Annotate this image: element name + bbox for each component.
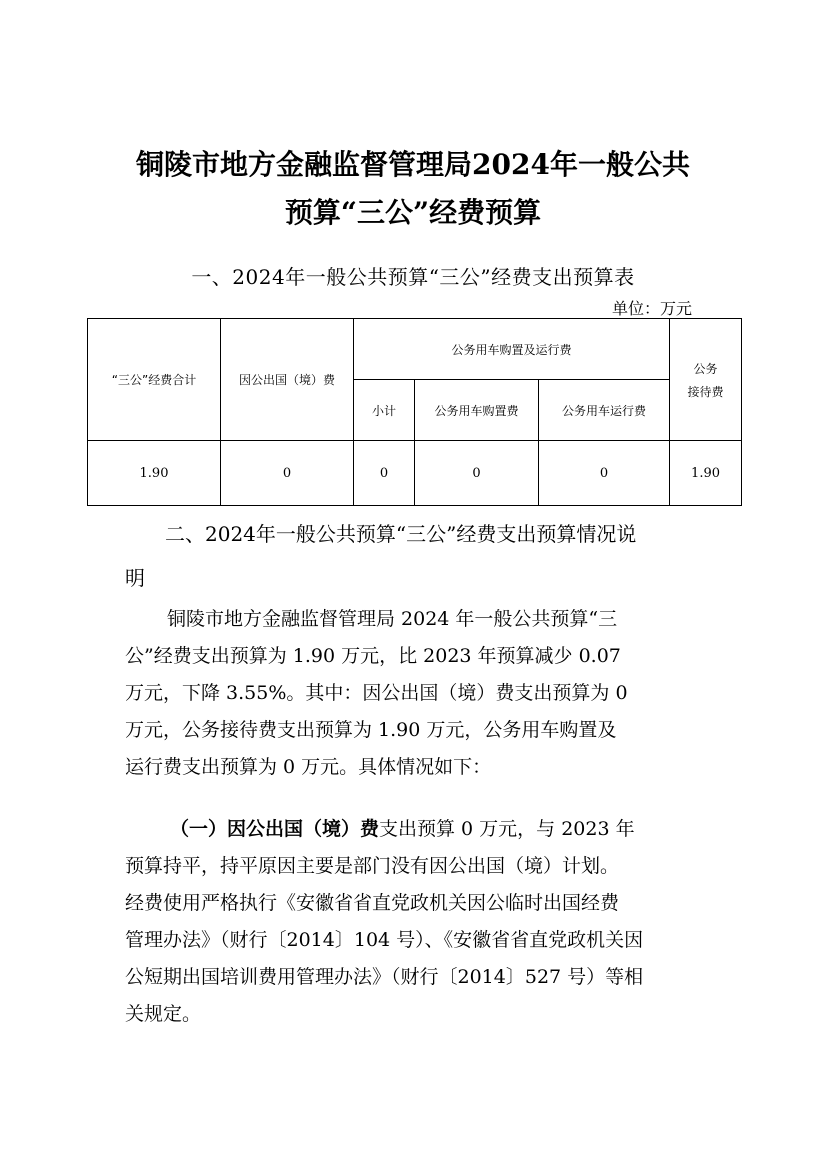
document-title-line2: 预算“三公”经费预算 bbox=[284, 196, 542, 229]
para2-line5: 公短期出国培训费用管理办法》（财行〔2014〕527 号）等相 bbox=[125, 966, 644, 988]
header-overseas: 因公出国（境）费 bbox=[221, 319, 354, 441]
header-vehicle-group: 公务用车购置及运行费 bbox=[354, 319, 670, 380]
para1-line5: 运行费支出预算为 0 万元。具体情况如下： bbox=[125, 756, 492, 778]
value-vehicle-purchase: 0 bbox=[415, 441, 539, 506]
value-overseas: 0 bbox=[221, 441, 354, 506]
section2-heading-line2: 明 bbox=[125, 566, 145, 590]
header-reception bbox=[670, 319, 742, 441]
table-header-row bbox=[88, 319, 742, 380]
budget-table bbox=[87, 318, 742, 506]
table-row bbox=[88, 441, 742, 506]
para2-line2: 预算持平，持平原因主要是部门没有因公出国（境）计划。 bbox=[125, 855, 620, 877]
value-reception: 1.90 bbox=[670, 441, 742, 506]
value-vehicle-operation: 0 bbox=[539, 441, 670, 506]
section1-heading: 一、2024年一般公共预算“三公”经费支出预算表 bbox=[191, 265, 635, 289]
header-vehicle-operation: 公务用车运行费 bbox=[539, 380, 670, 441]
header-vehicle-purchase: 公务用车购置费 bbox=[415, 380, 539, 441]
para2-line6: 关规定。 bbox=[125, 1003, 202, 1025]
header-reception-line2: 接待费 bbox=[687, 384, 724, 399]
header-subtotal: 小计 bbox=[354, 380, 415, 441]
para1-line4: 万元，公务接待费支出预算为 1.90 万元，公务用车购置及 bbox=[125, 719, 617, 741]
unit-label: 单位：万元 bbox=[612, 299, 693, 318]
para1-line1: 铜陵市地方金融监督管理局 2024 年一般公共预算“三 bbox=[167, 608, 618, 630]
para1-line3: 万元，下降 3.55%。其中：因公出国（境）费支出预算为 0 bbox=[125, 682, 628, 704]
section2-heading-line1: 二、2024年一般公共预算“三公”经费支出预算情况说 bbox=[165, 522, 637, 546]
header-reception-line1: 公务 bbox=[693, 361, 718, 376]
para2-line3: 经费使用严格执行《安徽省省直党政机关因公临时出国经费 bbox=[125, 892, 620, 914]
value-total: 1.90 bbox=[88, 441, 221, 506]
document-title-line1: 铜陵市地方金融监督管理局2024年一般公共 bbox=[136, 148, 690, 181]
para2-line1-rest: 支出预算 0 万元，与 2023 年 bbox=[379, 818, 635, 840]
header-total: “三公”经费合计 bbox=[88, 319, 221, 441]
para1-line2: 公”经费支出预算为 1.90 万元，比 2023 年预算减少 0.07 bbox=[125, 645, 621, 667]
value-subtotal: 0 bbox=[354, 441, 415, 506]
para2-bold-lead: （一）因公出国（境）费 bbox=[170, 818, 380, 840]
para2-line4: 管理办法》（财行〔2014〕104 号）、《安徽省省直党政机关因 bbox=[125, 929, 644, 951]
para2-line1 bbox=[170, 814, 635, 841]
